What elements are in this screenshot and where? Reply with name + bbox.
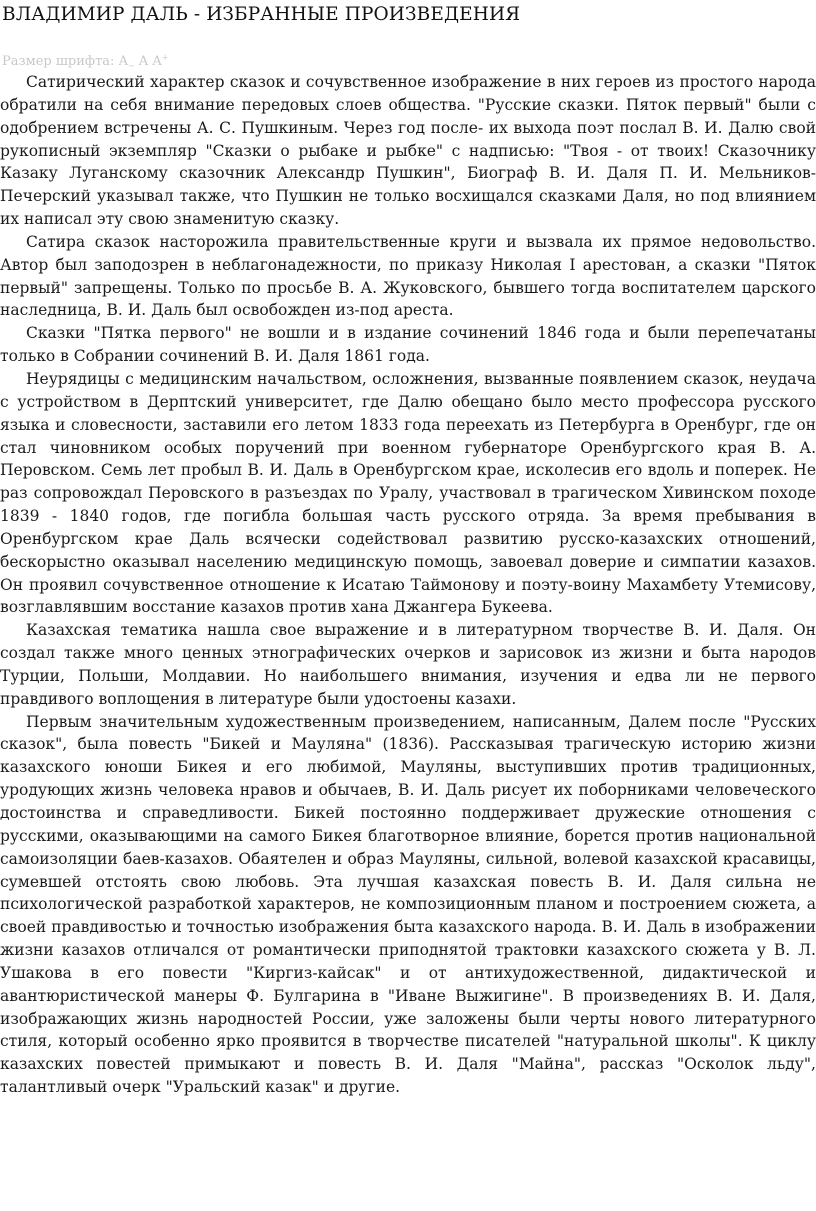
paragraph: Сказки "Пятка первого" не вошли и в издание сочинений 1846 года и были перепечатаны только в Собрании сочинений В. И. Даля 1861 года. xyxy=(0,324,816,366)
font-normal-button[interactable]: A xyxy=(138,54,149,70)
paragraph: Сатирический характер сказок и сочувственное изображение в них героев из простого народа обратили на себя внимание передовых слоев общества. "Русские сказки. Пяток первый" были с одобрением встречены А. С. Пушкиным. Через год после- их выхода поэт послал В. И. Далю свой рукописный экземпляр "Сказки о рыбаке и рыбке" с надписью: "Твоя - от твоих! Сказочнику Казаку Луганскому сказочник Александр Пушкин", Биограф В. И. Даля П. И. Мельников-Печерский указывал также, что Пушкин не только восхищался сказками Даля, но под влиянием их написал эту свою знаменитую сказку. xyxy=(0,73,816,229)
font-increase-mark: + xyxy=(161,53,169,62)
font-increase-letter: A xyxy=(152,54,162,70)
paragraph: Сатира сказок насторожила правительственные круги и вызвала их прямое недовольство. Автор был заподозрен в неблагонадежности, по приказу Николая I арестован, а сказки "Пяток первый" запрещены. Только по просьбе В. А. Жуковского, бывшего тогда воспитателем царского наследница, В. И. Даль был освобожден из-под ареста. xyxy=(0,232,816,320)
paragraph: Неурядицы с медицинским начальством, осложнения, вызванные появлением сказок, неудача с устройством в Дерптский университет, где Далю обещано было место профессора русского языка и словесности, заставили его летом 1833 года переехать из Петербурга в Оренбург, где он стал чиновником особых поручений при военном губернаторе Оренбургского края В. А. Перовском. Семь лет пробыл В. И. Даль в Оренбургском крае, исколесив его вдоль и поперек. Не раз сопровождал Перовского в разъездах по Уралу, участвовал в трагическом Хивинском походе 1839 - 1840 годов, где погибла большая часть русского отряда. За время пребывания в Оренбургском крае Даль всячески содействовал развитию русско-казахских отношений, бескорыстно оказывал населению медицинскую помощь, завоевал доверие и симпатии казахов. Он проявил сочувственное отношение к Исатаю Таймонову и поэту-воину Махамбету Утемисову, возглавлявшим восстание казахов против хана Джангера Букеева. xyxy=(0,369,816,617)
paragraph: Казахская тематика нашла свое выражение и в литературном творчестве В. И. Даля. Он создал также много ценных этнографических очерков и зарисовок из жизни и быта народов Турции, Польши, Молдавии. Но наибольшего внимания, изучения и едва ли не первого правдивого воплощения в литературе были удостоены казахи. xyxy=(0,621,816,708)
font-size-label: Размер шрифта: xyxy=(2,54,115,70)
paragraph: Первым значительным художественным произведением, написанным, Далем после "Русских сказок", была повесть "Бикей и Мауляна" (1836). Рассказывая трагическую историю жизни казахского юноши Бикея и его любимой, Мауляны, выступивших против традиционных, уродующих жизнь человека нравов и обычаев, В. И. Даль рисует их поборниками человеческого достоинства и справедливости. Бикей постоянно поддерживает дружеские отношения с русскими, оказывающими на самого Бикея благотворное влияние, борется против национальной самоизоляции баев-казахов. Обаятелен и образ Мауляны, сильной, волевой казахской красавицы, сумевшей отстоять свою любовь. Эта лучшая казахская повесть В. И. Даля сильна не психологической разработкой характеров, не композиционным планом и построением сюжета, а своей правдивостью и точностью изображения быта казахского народа. В. И. Даль в изображении жизни казахов отличался от романтически приподнятой трактовки казахского сюжета у В. Л. Ушакова в его повести "Киргиз-кайсак" и от антихудожественной, дидактической и авантюристической манеры Ф. Булгарина в "Иване Выжигине". В произведениях В. И. Даля, изображающих жизнь народностей России, уже заложены были черты нового литературного стиля, который особенно ярко проявится в творчестве писателей "натуральной школы". К циклу казахских повестей примыкают и повесть В. И. Даля "Майна", рассказ "Осколок льду", талантливый очерк "Уральский казак" и другие. xyxy=(0,712,816,1097)
font-decrease-mark: − xyxy=(127,61,135,71)
article-body xyxy=(0,71,816,1099)
font-size-controls xyxy=(2,48,816,71)
font-increase-button[interactable] xyxy=(152,48,168,72)
font-decrease-letter: A xyxy=(118,54,128,70)
page-title: ВЛАДИМИР ДАЛЬ - ИЗБРАННЫЕ ПРОИЗВЕДЕНИЯ xyxy=(2,4,521,25)
